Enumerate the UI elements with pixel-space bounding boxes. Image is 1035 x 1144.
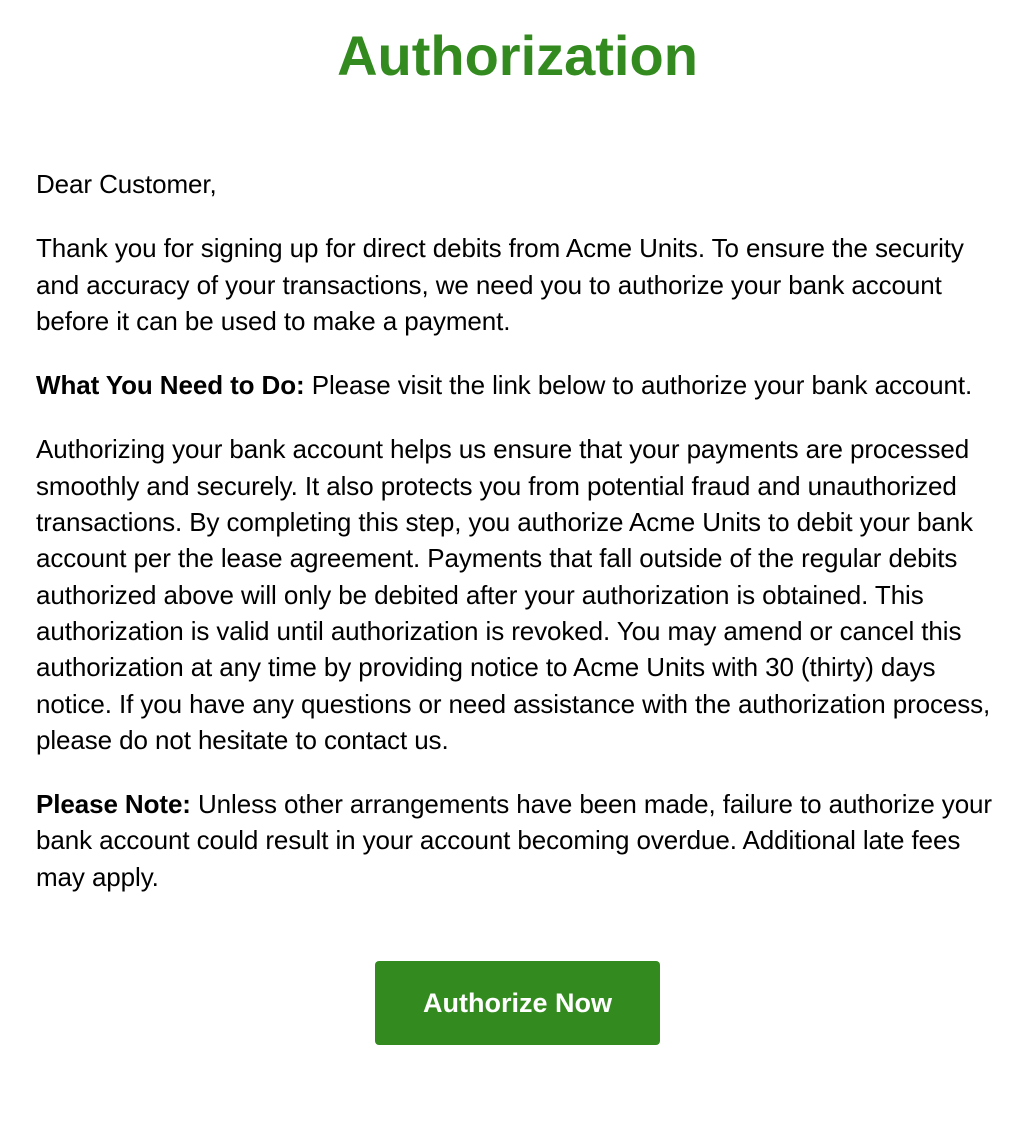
note-paragraph xyxy=(36,786,999,895)
intro-paragraph: Thank you for signing up for direct debits from Acme Units. To ensure the security and accuracy of your transactions, we need you to authorize your bank account before it can be used to make a payment. xyxy=(36,233,964,336)
greeting: Dear Customer, xyxy=(36,169,217,199)
page-title: Authorization xyxy=(337,24,698,87)
note-label: Please Note: xyxy=(36,789,191,820)
cta-container xyxy=(36,961,999,1045)
todo-label: What You Need to Do: xyxy=(36,370,305,401)
note-text: Unless other arrangements have been made, failure to authorize your bank account could result in your account becoming overdue. Additional late fees may apply. xyxy=(36,789,992,892)
details-paragraph: Authorizing your bank account helps us ensure that your payments are processed smoothly and securely. It also protects you from potential fraud and unauthorized transactions. By completing this step, you authorize Acme Units to debit your bank account per the lease agreement. Payments that fall outside of the regular debits authorized above will only be debited after your authorization is obtained. This authorization is valid until authorization is revoked. You may amend or cancel this authorization at any time by providing notice to Acme Units with 30 (thirty) days notice. If you have any questions or need assistance with the authorization process, please do not hesitate to contact us. xyxy=(36,434,991,755)
todo-text: Please visit the link below to authorize your bank account. xyxy=(304,370,973,401)
todo-paragraph xyxy=(36,367,999,403)
authorize-now-button[interactable]: Authorize Now xyxy=(375,961,660,1045)
